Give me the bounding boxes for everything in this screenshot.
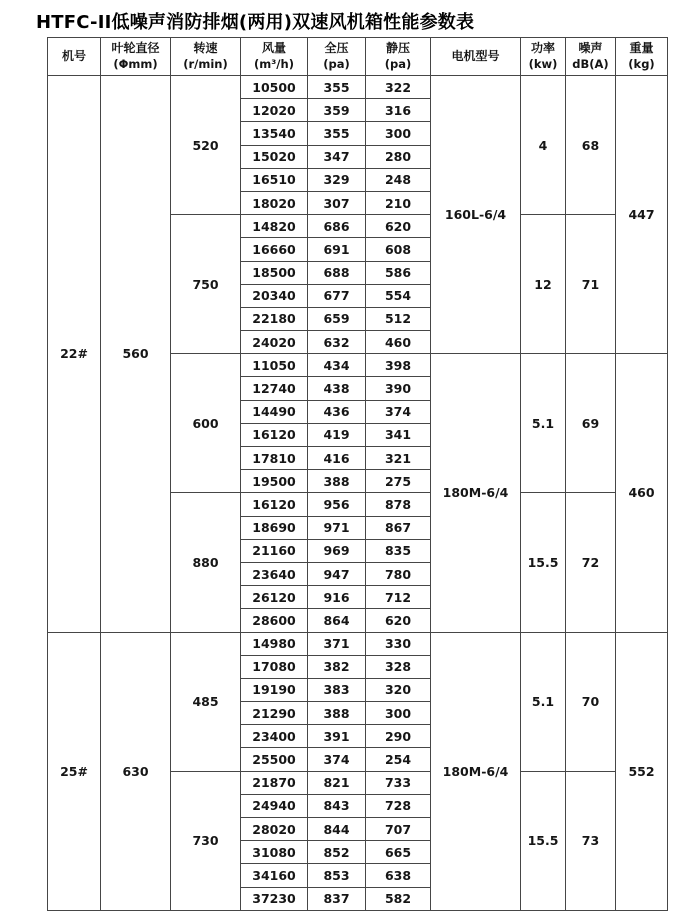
- cell-speed: 485: [171, 632, 241, 771]
- cell-airflow: 19500: [241, 470, 308, 493]
- cell-noise: 69: [566, 354, 616, 493]
- cell-airflow: 24020: [241, 331, 308, 354]
- table-body: [48, 76, 668, 911]
- cell-static-pressure: 254: [366, 748, 431, 771]
- cell-total-pressure: 677: [308, 284, 366, 307]
- cell-power: 5.1: [521, 632, 566, 771]
- header-motor-model: 电机型号: [431, 38, 521, 76]
- cell-motor-model: 180M-6/4: [431, 354, 521, 632]
- cell-static-pressure: 608: [366, 238, 431, 261]
- cell-static-pressure: 321: [366, 447, 431, 470]
- cell-airflow: 15020: [241, 145, 308, 168]
- cell-static-pressure: 398: [366, 354, 431, 377]
- cell-airflow: 16510: [241, 168, 308, 191]
- cell-airflow: 16120: [241, 423, 308, 446]
- cell-static-pressure: 780: [366, 562, 431, 585]
- cell-airflow: 31080: [241, 841, 308, 864]
- cell-static-pressure: 665: [366, 841, 431, 864]
- cell-airflow: 10500: [241, 76, 308, 99]
- cell-airflow: 12740: [241, 377, 308, 400]
- cell-total-pressure: 947: [308, 562, 366, 585]
- header-total-pressure: 全压 (pa): [308, 38, 366, 76]
- cell-total-pressure: 416: [308, 447, 366, 470]
- cell-static-pressure: 290: [366, 725, 431, 748]
- cell-noise: 71: [566, 215, 616, 354]
- cell-weight: 552: [616, 632, 668, 910]
- cell-noise: 68: [566, 76, 616, 215]
- cell-motor-model: 180M-6/4: [431, 632, 521, 910]
- cell-impeller-diameter: 630: [101, 632, 171, 910]
- cell-weight: 460: [616, 354, 668, 632]
- cell-noise: 70: [566, 632, 616, 771]
- header-impeller-diameter: 叶轮直径 (Φmm): [101, 38, 171, 76]
- cell-airflow: 22180: [241, 307, 308, 330]
- cell-airflow: 13540: [241, 122, 308, 145]
- cell-static-pressure: 374: [366, 400, 431, 423]
- cell-total-pressure: 436: [308, 400, 366, 423]
- cell-airflow: 16120: [241, 493, 308, 516]
- cell-total-pressure: 388: [308, 470, 366, 493]
- cell-static-pressure: 733: [366, 771, 431, 794]
- cell-static-pressure: 248: [366, 168, 431, 191]
- cell-airflow: 18690: [241, 516, 308, 539]
- cell-airflow: 19190: [241, 678, 308, 701]
- cell-total-pressure: 691: [308, 238, 366, 261]
- cell-total-pressure: 956: [308, 493, 366, 516]
- cell-total-pressure: 843: [308, 794, 366, 817]
- cell-airflow: 21290: [241, 702, 308, 725]
- cell-total-pressure: 307: [308, 191, 366, 214]
- header-static-pressure: 静压 (pa): [366, 38, 431, 76]
- cell-airflow: 23640: [241, 562, 308, 585]
- cell-total-pressure: 391: [308, 725, 366, 748]
- cell-static-pressure: 322: [366, 76, 431, 99]
- cell-static-pressure: 586: [366, 261, 431, 284]
- cell-impeller-diameter: 560: [101, 76, 171, 633]
- cell-airflow: 28020: [241, 818, 308, 841]
- table-row: [48, 632, 668, 655]
- cell-total-pressure: 852: [308, 841, 366, 864]
- cell-static-pressure: 390: [366, 377, 431, 400]
- cell-static-pressure: 728: [366, 794, 431, 817]
- cell-total-pressure: 632: [308, 331, 366, 354]
- cell-static-pressure: 712: [366, 586, 431, 609]
- cell-airflow: 21870: [241, 771, 308, 794]
- page-title: HTFC-II低噪声消防排烟(两用)双速风机箱性能参数表: [36, 12, 475, 33]
- cell-total-pressure: 864: [308, 609, 366, 632]
- cell-static-pressure: 707: [366, 818, 431, 841]
- cell-static-pressure: 582: [366, 887, 431, 910]
- cell-total-pressure: 374: [308, 748, 366, 771]
- cell-static-pressure: 620: [366, 609, 431, 632]
- cell-airflow: 21160: [241, 539, 308, 562]
- cell-static-pressure: 835: [366, 539, 431, 562]
- cell-total-pressure: 821: [308, 771, 366, 794]
- cell-speed: 520: [171, 76, 241, 215]
- cell-total-pressure: 916: [308, 586, 366, 609]
- cell-airflow: 18500: [241, 261, 308, 284]
- cell-speed: 730: [171, 771, 241, 910]
- cell-airflow: 37230: [241, 887, 308, 910]
- cell-airflow: 23400: [241, 725, 308, 748]
- cell-total-pressure: 355: [308, 122, 366, 145]
- cell-total-pressure: 971: [308, 516, 366, 539]
- cell-airflow: 28600: [241, 609, 308, 632]
- cell-total-pressure: 434: [308, 354, 366, 377]
- cell-airflow: 20340: [241, 284, 308, 307]
- cell-model-number: 22#: [48, 76, 101, 633]
- cell-airflow: 26120: [241, 586, 308, 609]
- cell-total-pressure: 659: [308, 307, 366, 330]
- header-noise: 噪声 dB(A): [566, 38, 616, 76]
- cell-static-pressure: 320: [366, 678, 431, 701]
- cell-total-pressure: 359: [308, 99, 366, 122]
- header-model-number: 机号: [48, 38, 101, 76]
- cell-static-pressure: 210: [366, 191, 431, 214]
- cell-airflow: 14980: [241, 632, 308, 655]
- cell-speed: 880: [171, 493, 241, 632]
- header-power: 功率 (kw): [521, 38, 566, 76]
- cell-static-pressure: 328: [366, 655, 431, 678]
- cell-noise: 73: [566, 771, 616, 910]
- cell-total-pressure: 329: [308, 168, 366, 191]
- cell-static-pressure: 554: [366, 284, 431, 307]
- cell-static-pressure: 867: [366, 516, 431, 539]
- cell-total-pressure: 837: [308, 887, 366, 910]
- cell-total-pressure: 347: [308, 145, 366, 168]
- cell-airflow: 34160: [241, 864, 308, 887]
- cell-static-pressure: 878: [366, 493, 431, 516]
- cell-static-pressure: 275: [366, 470, 431, 493]
- cell-airflow: 25500: [241, 748, 308, 771]
- header-row: [48, 38, 668, 76]
- cell-weight: 447: [616, 76, 668, 354]
- cell-static-pressure: 638: [366, 864, 431, 887]
- cell-static-pressure: 620: [366, 215, 431, 238]
- cell-power: 15.5: [521, 771, 566, 910]
- cell-total-pressure: 419: [308, 423, 366, 446]
- header-airflow: 风量 (m³/h): [241, 38, 308, 76]
- cell-airflow: 14490: [241, 400, 308, 423]
- cell-static-pressure: 300: [366, 702, 431, 725]
- cell-static-pressure: 316: [366, 99, 431, 122]
- cell-airflow: 12020: [241, 99, 308, 122]
- cell-airflow: 11050: [241, 354, 308, 377]
- cell-static-pressure: 330: [366, 632, 431, 655]
- cell-static-pressure: 512: [366, 307, 431, 330]
- cell-noise: 72: [566, 493, 616, 632]
- cell-total-pressure: 853: [308, 864, 366, 887]
- cell-airflow: 17080: [241, 655, 308, 678]
- table-row: [48, 76, 668, 99]
- cell-power: 4: [521, 76, 566, 215]
- cell-static-pressure: 341: [366, 423, 431, 446]
- cell-total-pressure: 686: [308, 215, 366, 238]
- cell-airflow: 16660: [241, 238, 308, 261]
- cell-total-pressure: 382: [308, 655, 366, 678]
- cell-total-pressure: 438: [308, 377, 366, 400]
- cell-speed: 600: [171, 354, 241, 493]
- cell-static-pressure: 280: [366, 145, 431, 168]
- cell-airflow: 18020: [241, 191, 308, 214]
- fan-performance-table: [47, 37, 668, 911]
- cell-airflow: 17810: [241, 447, 308, 470]
- cell-static-pressure: 460: [366, 331, 431, 354]
- cell-total-pressure: 371: [308, 632, 366, 655]
- cell-power: 12: [521, 215, 566, 354]
- cell-power: 15.5: [521, 493, 566, 632]
- cell-total-pressure: 355: [308, 76, 366, 99]
- cell-static-pressure: 300: [366, 122, 431, 145]
- cell-total-pressure: 844: [308, 818, 366, 841]
- cell-model-number: 25#: [48, 632, 101, 910]
- cell-total-pressure: 383: [308, 678, 366, 701]
- cell-motor-model: 160L-6/4: [431, 76, 521, 354]
- cell-airflow: 24940: [241, 794, 308, 817]
- cell-power: 5.1: [521, 354, 566, 493]
- header-speed: 转速 (r/min): [171, 38, 241, 76]
- cell-total-pressure: 688: [308, 261, 366, 284]
- cell-total-pressure: 388: [308, 702, 366, 725]
- cell-speed: 750: [171, 215, 241, 354]
- header-weight: 重量 (kg): [616, 38, 668, 76]
- cell-airflow: 14820: [241, 215, 308, 238]
- cell-total-pressure: 969: [308, 539, 366, 562]
